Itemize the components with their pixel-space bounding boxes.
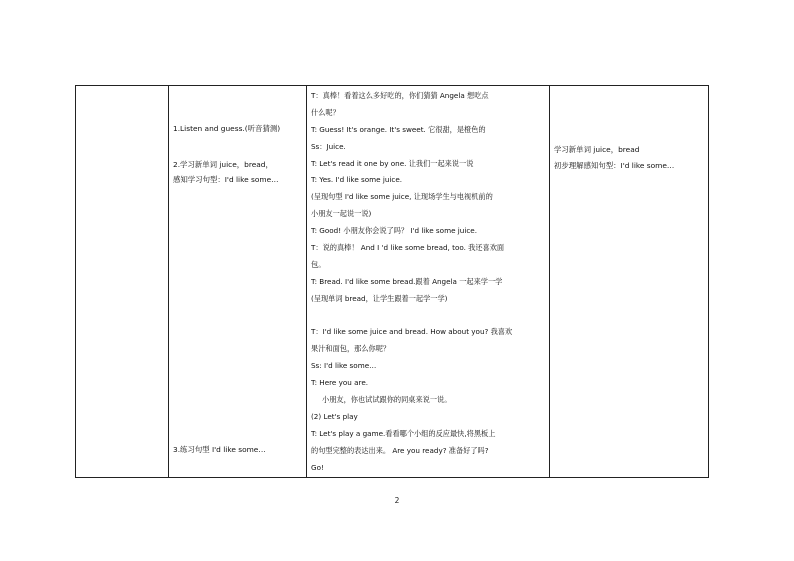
procedure-cell xyxy=(307,86,550,478)
procedure-line: 小朋友，你也试试跟你的同桌来说一说。 xyxy=(322,395,452,405)
procedure-line: Go! xyxy=(311,462,324,472)
procedure-line: T: Guess! It's orange. It's sweet. 它很甜，是橙色的 xyxy=(311,124,486,134)
purpose-line-1: 学习新单词 juice，bread xyxy=(554,145,640,154)
activity-item-2 xyxy=(173,158,304,187)
procedure-line xyxy=(311,308,547,325)
procedure-line: T：真棒！看着这么多好吃的，你们猜猜 Angela 想吃点 xyxy=(311,91,489,100)
procedure-line: (呈现单词 bread，让学生跟着一起学一学) xyxy=(311,293,448,303)
procedure-line: 果汁和面包，那么你呢？ xyxy=(311,344,391,354)
procedure-line: 小朋友一起说一说) xyxy=(311,209,372,219)
activity-item-3: 3.练习句型 I'd like some… xyxy=(173,445,266,454)
table-row xyxy=(76,86,709,478)
procedure-line: (2) Let's play xyxy=(311,411,358,421)
activity-cell xyxy=(169,86,307,478)
procedure-line: (呈现句型 I'd like some juice, 让现场学生与电视机前的 xyxy=(311,192,493,202)
lesson-plan-table xyxy=(75,85,709,478)
procedure-line: Ss：Juice. xyxy=(311,141,346,151)
procedure-line: 什么呢？ xyxy=(311,107,340,117)
purpose-line-2: 初步理解感知句型：I'd like some… xyxy=(554,160,675,170)
procedure-text xyxy=(307,86,549,476)
procedure-line: T：说的真棒！ And I 'd like some bread, too. 我还喜欢面 xyxy=(311,243,505,253)
procedure-line: T: Here you are. xyxy=(311,378,369,388)
activity-item-1: 1.Listen and guess.(听音猜测) xyxy=(173,124,281,133)
procedure-line: T: Let's play a game.看看哪个小组的反应最快,将黑板上 xyxy=(311,428,496,438)
page-number: 2 xyxy=(394,496,400,505)
procedure-line: T: Let's read it one by one. 让我们一起来说一说 xyxy=(311,158,474,168)
activity-item-2-line-2: 感知学习句型：I'd like some… xyxy=(173,174,279,184)
procedure-line: 的句型完整的表达出来。 Are you ready? 准备好了吗? xyxy=(311,445,489,455)
procedure-line: Ss: I'd like some… xyxy=(311,361,377,371)
procedure-line: T：I'd like some juice and bread. How about you? 我喜欢 xyxy=(311,327,513,337)
procedure-line: T: Bread. I'd like some bread.跟着 Angela 一起来学一学 xyxy=(311,276,503,286)
purpose-text xyxy=(554,142,674,173)
procedure-line: 包。 xyxy=(311,259,326,269)
purpose-cell xyxy=(550,86,709,478)
activity-item-2-line-1: 2.学习新单词 juice，bread， xyxy=(173,160,273,169)
procedure-line: T: Yes. I'd like some juice. xyxy=(311,175,403,185)
stage-cell xyxy=(76,86,169,478)
procedure-line: T: Good! 小朋友你会说了吗？ I'd like some juice. xyxy=(311,226,477,236)
